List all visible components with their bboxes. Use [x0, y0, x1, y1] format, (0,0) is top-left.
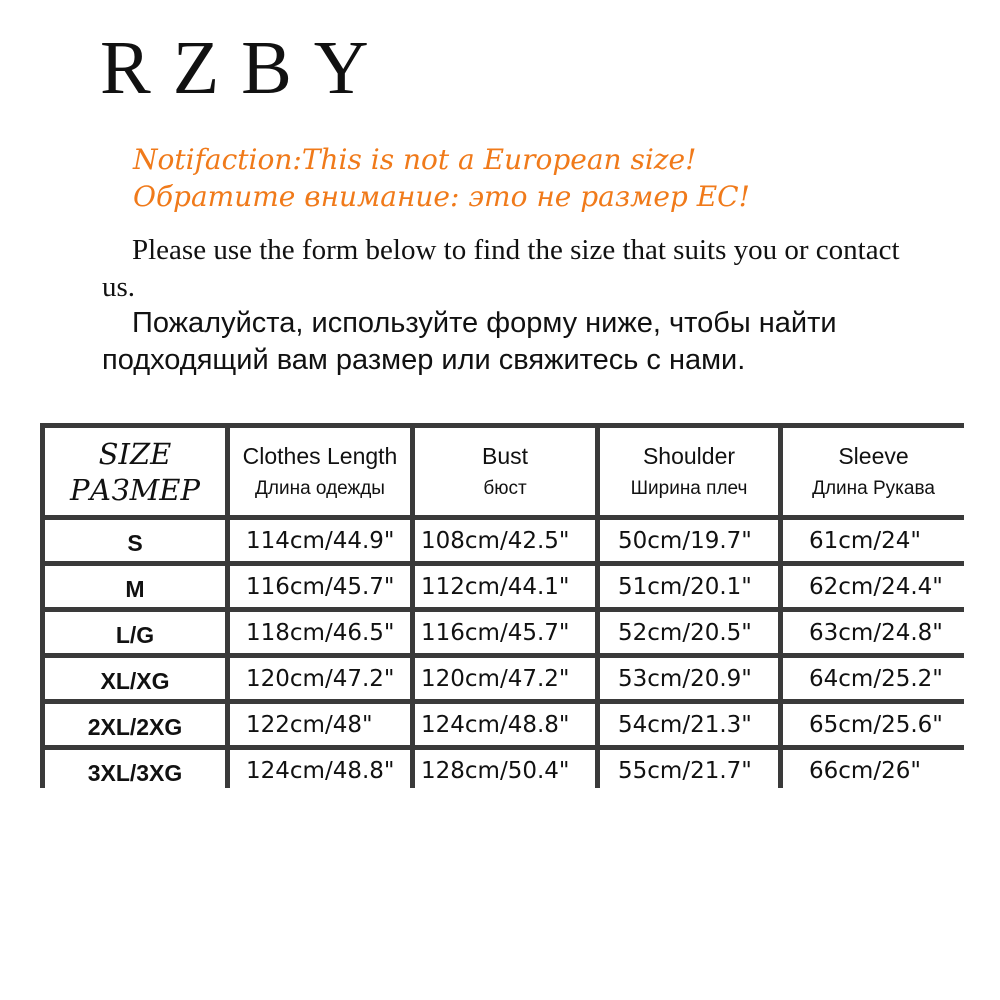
column-header-ru: Ширина плеч: [630, 478, 748, 499]
column-header-en: Bust: [481, 443, 529, 469]
table-cell: 65cm/25.6": [783, 704, 964, 745]
instructions-english: Please use the form below to find the size that suits you or contact us.: [102, 234, 900, 303]
instructions-russian: Пожалуйста, используйте форму ниже, чтобы найти подходящий вам размер или свяжитесь с нами.: [102, 307, 837, 376]
column-header: [415, 428, 595, 515]
table-cell: 122cm/48": [230, 704, 410, 745]
table-cell: 124cm/48.8": [415, 704, 595, 745]
column-header-ru: Длина одежды: [255, 478, 385, 499]
column-header: [600, 428, 778, 515]
size-chart-table: [40, 423, 964, 788]
size-header-ru: РАЗМЕР: [70, 472, 200, 507]
table-cell: 55cm/21.7": [600, 750, 778, 791]
table-cell: 114cm/44.9": [230, 520, 410, 561]
notice-russian: Обратите внимание: это не размер ЕС!: [133, 180, 750, 213]
size-header: [45, 428, 225, 515]
table-cell: 124cm/48.8": [230, 750, 410, 791]
table-cell: 116cm/45.7": [415, 612, 595, 653]
table-cell: 51cm/20.1": [600, 566, 778, 607]
table-cell: 64cm/25.2": [783, 658, 964, 699]
size-header-en: SIZE: [98, 436, 172, 471]
size-label: XL/XG: [45, 658, 225, 699]
table-cell: 63cm/24.8": [783, 612, 964, 653]
column-header-en: Clothes Length: [242, 443, 398, 469]
table-cell: 120cm/47.2": [230, 658, 410, 699]
column-header-ru: Длина Рукава: [812, 478, 935, 499]
column-header: [783, 428, 964, 515]
brand-logo: RZBY: [100, 26, 391, 110]
table-cell: 116cm/45.7": [230, 566, 410, 607]
table-cell: 62cm/24.4": [783, 566, 964, 607]
table-cell: 52cm/20.5": [600, 612, 778, 653]
column-header-en: Shoulder: [642, 443, 736, 469]
table-cell: 120cm/47.2": [415, 658, 595, 699]
table-cell: 118cm/46.5": [230, 612, 410, 653]
table-cell: 54cm/21.3": [600, 704, 778, 745]
size-label: 3XL/3XG: [45, 750, 225, 791]
column-header-en: Sleeve: [838, 443, 909, 469]
column-header-ru: бюст: [483, 478, 527, 499]
table-cell: 66cm/26": [783, 750, 964, 791]
table-cell: 53cm/20.9": [600, 658, 778, 699]
size-label: M: [45, 566, 225, 607]
table-cell: 61cm/24": [783, 520, 964, 561]
column-header: [230, 428, 410, 515]
size-label: L/G: [45, 612, 225, 653]
size-label: 2XL/2XG: [45, 704, 225, 745]
table-cell: 50cm/19.7": [600, 520, 778, 561]
table-cell: 112cm/44.1": [415, 566, 595, 607]
table-cell: 128cm/50.4": [415, 750, 595, 791]
notice-english: Notifaction:This is not a European size!: [133, 143, 697, 176]
size-label: S: [45, 520, 225, 561]
table-cell: 108cm/42.5": [415, 520, 595, 561]
